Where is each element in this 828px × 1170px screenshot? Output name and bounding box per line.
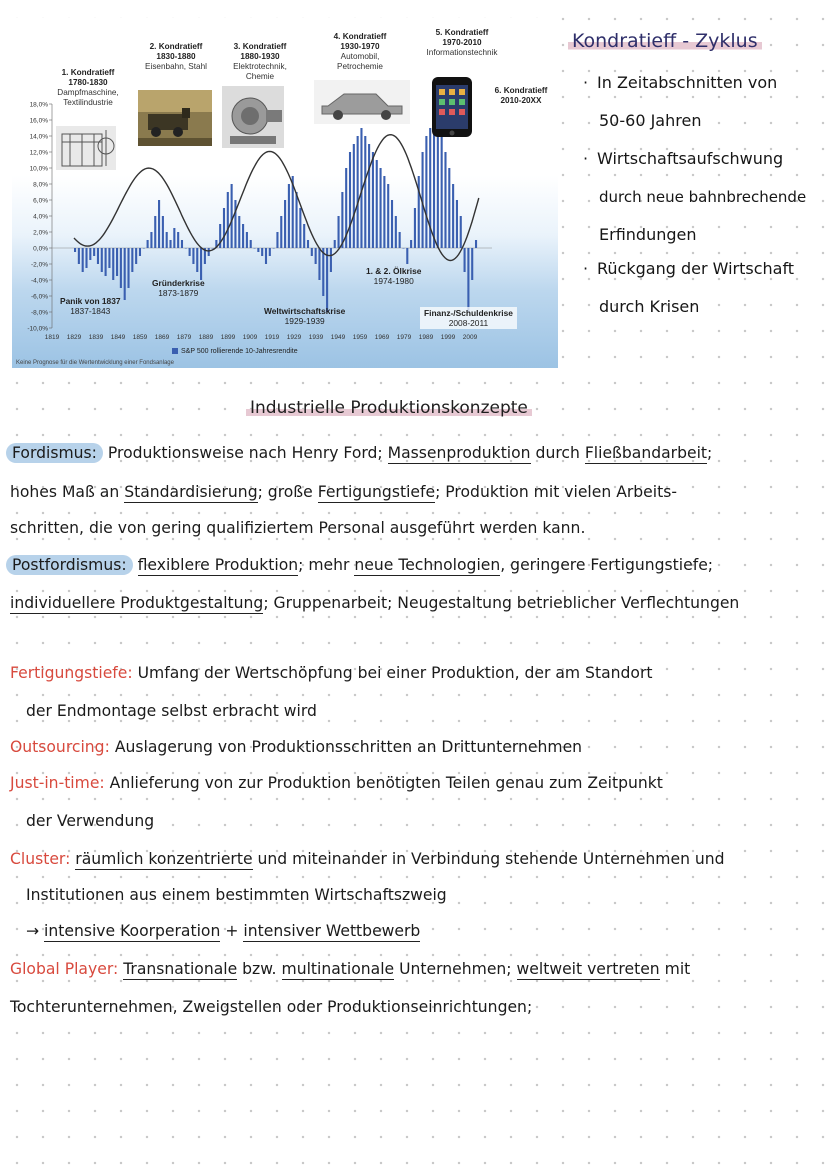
data-bar bbox=[223, 208, 225, 248]
kondratieff-years: 2010-20XX bbox=[500, 96, 542, 105]
text: , geringere Fertigungstiefe; bbox=[500, 556, 714, 574]
underlined-text: individuellere Produktgestaltung bbox=[10, 594, 264, 612]
kondratieff-title: 4. Kondratieff bbox=[333, 32, 387, 41]
kondratieff-years: 1830-1880 bbox=[156, 52, 196, 61]
text: + bbox=[225, 922, 239, 940]
bullet-line: durch neue bahnbrechende bbox=[599, 188, 807, 206]
global-player-line-1 bbox=[10, 960, 822, 978]
data-bar bbox=[227, 192, 229, 248]
data-bar bbox=[437, 124, 439, 248]
term-fertigungstiefe: Fertigungstiefe: bbox=[10, 664, 133, 682]
x-tick-label: 1939 bbox=[308, 334, 324, 341]
data-bar bbox=[387, 184, 389, 248]
text: und miteinander in Verbindung stehende Unternehmen und bbox=[257, 850, 725, 868]
data-bar bbox=[444, 152, 446, 248]
data-bar bbox=[112, 248, 114, 280]
x-tick-label: 1869 bbox=[154, 334, 170, 341]
x-tick-label: 1979 bbox=[396, 334, 412, 341]
data-bar bbox=[250, 240, 252, 248]
text: hohes Maß an bbox=[10, 483, 120, 501]
y-tick-label: 14,0% bbox=[29, 133, 48, 141]
crisis-title: Panik von 1837 bbox=[60, 296, 121, 306]
data-bar bbox=[406, 248, 408, 264]
y-tick-label: -6,0% bbox=[31, 293, 48, 301]
y-tick-label: 10,0% bbox=[29, 165, 48, 173]
data-bar bbox=[471, 248, 473, 280]
figure-footnote: Keine Prognose für die Wertentwicklung einer Fondsanlage bbox=[16, 360, 174, 366]
data-bar bbox=[200, 248, 202, 280]
data-bar bbox=[299, 208, 301, 248]
data-bar bbox=[330, 248, 332, 272]
underlined-text: flexiblere Produktion bbox=[137, 556, 299, 574]
bullet-dot: · bbox=[583, 73, 589, 92]
data-bar bbox=[93, 248, 95, 256]
text: bzw. bbox=[242, 960, 277, 978]
cluster-line-3 bbox=[10, 922, 828, 940]
data-bar bbox=[311, 248, 313, 256]
fordismus-line-1 bbox=[10, 444, 822, 462]
data-bar bbox=[303, 224, 305, 248]
text: ; Gruppenarbeit; Neugestaltung betrieblicher Verflechtungen bbox=[263, 594, 740, 612]
kondratieff-title: 5. Kondratieff bbox=[435, 28, 489, 37]
crisis-finanzkrise bbox=[420, 307, 517, 329]
text: Produktionsweise nach Henry Ford; bbox=[107, 444, 383, 462]
x-tick-label: 1879 bbox=[176, 334, 192, 341]
underlined-text: Fließbandarbeit bbox=[584, 444, 708, 462]
note-bullet-2 bbox=[583, 140, 806, 254]
note-bullet-3 bbox=[583, 250, 794, 326]
x-tick-label: 1889 bbox=[198, 334, 214, 341]
data-bar bbox=[74, 248, 76, 252]
x-tick-label: 1909 bbox=[242, 334, 258, 341]
y-tick-label: 0,0% bbox=[33, 245, 48, 253]
bullet-line: Wirtschaftsaufschwung bbox=[597, 149, 784, 168]
text: Umfang der Wertschöpfung bei einer Produktion, der am Standort bbox=[137, 664, 653, 682]
text: Unternehmen; bbox=[399, 960, 512, 978]
bullet-line: In Zeitabschnitten von bbox=[597, 73, 778, 92]
y-tick-label: 16,0% bbox=[29, 117, 48, 125]
kondratieff-years: 1970-2010 bbox=[442, 38, 482, 47]
data-bar bbox=[315, 248, 317, 264]
x-tick-label: 1929 bbox=[286, 334, 302, 341]
text: Auslagerung von Produktionsschritten an Drittunternehmen bbox=[114, 738, 583, 756]
outsourcing-line bbox=[10, 738, 822, 756]
data-bar bbox=[162, 216, 164, 248]
term-fordismus: Fordismus: bbox=[6, 443, 103, 463]
crisis-years: 1837-1843 bbox=[70, 306, 111, 316]
data-bar bbox=[280, 216, 282, 248]
data-bar bbox=[231, 184, 233, 248]
underlined-text: räumlich konzentrierte bbox=[75, 850, 253, 868]
data-bar bbox=[150, 232, 152, 248]
arrow-icon: → bbox=[26, 922, 40, 940]
kondratieff-2-label bbox=[134, 42, 218, 72]
bullet-line: Erfindungen bbox=[599, 225, 697, 244]
notes-title: Kondratieff - Zyklus bbox=[568, 30, 762, 52]
data-bar bbox=[242, 224, 244, 248]
x-tick-label: 1859 bbox=[132, 334, 148, 341]
data-bar bbox=[269, 248, 271, 256]
data-bar bbox=[97, 248, 99, 264]
data-bar bbox=[433, 120, 435, 248]
crisis-title: Finanz-/Schuldenkrise bbox=[424, 308, 513, 318]
underlined-text: multinationale bbox=[281, 960, 395, 978]
legend-label: S&P 500 rollierende 10-Jahresrendite bbox=[181, 348, 298, 355]
kondratieff-desc: Informationstechnik bbox=[426, 48, 498, 57]
term-outsourcing: Outsourcing: bbox=[10, 738, 110, 756]
global-player-line-2: Tochterunternehmen, Zweigstellen oder Produktionseinrichtungen; bbox=[10, 998, 533, 1016]
data-bar bbox=[82, 248, 84, 272]
data-bar bbox=[265, 248, 267, 264]
data-bar bbox=[441, 136, 443, 248]
section-title: Industrielle Produktionskonzepte bbox=[246, 398, 532, 418]
crisis-title: 1. & 2. Ölkrise bbox=[366, 266, 422, 276]
crisis-title: Weltwirtschaftskrise bbox=[264, 306, 346, 316]
text: mit bbox=[664, 960, 691, 978]
data-bar bbox=[78, 248, 80, 264]
data-bar bbox=[246, 232, 248, 248]
electric-motor-picture bbox=[222, 86, 284, 148]
legend-swatch bbox=[172, 348, 178, 354]
data-bar bbox=[414, 208, 416, 248]
crisis-years: 2008-2011 bbox=[448, 318, 489, 328]
kondratieff-desc: Eisenbahn, Stahl bbox=[145, 62, 207, 71]
x-tick-label: 1959 bbox=[352, 334, 368, 341]
term-global-player: Global Player: bbox=[10, 960, 119, 978]
kondratieff-years: 1930-1970 bbox=[340, 42, 380, 51]
x-tick-label: 1919 bbox=[264, 334, 280, 341]
y-tick-label: 8,0% bbox=[33, 181, 48, 189]
data-bar bbox=[464, 248, 466, 272]
text: durch bbox=[535, 444, 580, 462]
crisis-weltwirtschaftskrise bbox=[264, 306, 345, 326]
crisis-gruenderkrise bbox=[152, 278, 205, 298]
fordismus-line-3: schritten, die von gering qualifiziertem Personal ausgeführt werden kann. bbox=[10, 519, 586, 537]
data-bar bbox=[410, 240, 412, 248]
data-bar bbox=[253, 248, 255, 249]
data-bar bbox=[452, 184, 454, 248]
data-bar bbox=[353, 144, 355, 248]
x-tick-label: 1989 bbox=[418, 334, 434, 341]
jit-line-1 bbox=[10, 774, 822, 792]
y-tick-label: 12,0% bbox=[29, 149, 48, 157]
underlined-text: weltweit vertreten bbox=[516, 960, 660, 978]
text: ; mehr bbox=[298, 556, 350, 574]
data-bar bbox=[158, 200, 160, 248]
x-tick-label: 1969 bbox=[374, 334, 390, 341]
y-tick-label: 2,0% bbox=[33, 229, 48, 237]
cluster-line-2: Institutionen aus einem bestimmten Wirtschaftszweig bbox=[26, 886, 447, 904]
data-bar bbox=[124, 248, 126, 300]
kondratieff-years: 1880-1930 bbox=[240, 52, 280, 61]
data-bar bbox=[399, 232, 401, 248]
data-bar bbox=[211, 248, 213, 249]
kondratieff-desc: Automobil, Petrochemie bbox=[337, 52, 383, 71]
kondratieff-title: 6. Kondratieff bbox=[494, 86, 548, 95]
y-tick-label: -10,0% bbox=[27, 325, 48, 333]
y-tick-label: 4,0% bbox=[33, 213, 48, 221]
x-tick-label: 1849 bbox=[110, 334, 126, 341]
text: Anlieferung von zur Produktion benötigten Teilen genau zum Zeitpunkt bbox=[109, 774, 663, 792]
kondratieff-title: 1. Kondratieff bbox=[61, 68, 115, 77]
data-bar bbox=[127, 248, 129, 288]
crisis-panik-1837 bbox=[60, 296, 121, 316]
data-bar bbox=[372, 152, 374, 248]
data-bar bbox=[364, 136, 366, 248]
data-bar bbox=[143, 248, 145, 249]
data-bar bbox=[181, 240, 183, 248]
data-bar bbox=[380, 168, 382, 248]
bullet-line: Rückgang der Wirtschaft bbox=[597, 259, 795, 278]
data-bar bbox=[456, 200, 458, 248]
crisis-oelkrise bbox=[366, 266, 421, 286]
data-bar bbox=[173, 228, 175, 248]
term-postfordismus: Postfordismus: bbox=[6, 555, 133, 575]
data-bar bbox=[326, 248, 328, 312]
data-bar bbox=[391, 200, 393, 248]
bullet-dot: · bbox=[583, 259, 589, 278]
x-tick-label: 1949 bbox=[330, 334, 346, 341]
postfordismus-line-1 bbox=[10, 556, 822, 574]
data-bar bbox=[261, 248, 263, 256]
data-bar bbox=[154, 216, 156, 248]
data-bar bbox=[475, 240, 477, 248]
jit-line-2: der Verwendung bbox=[26, 812, 155, 830]
x-tick-label: 1839 bbox=[88, 334, 104, 341]
data-bar bbox=[234, 200, 236, 248]
x-tick-label: 2009 bbox=[462, 334, 478, 341]
data-bar bbox=[425, 136, 427, 248]
x-tick-label: 1999 bbox=[440, 334, 456, 341]
data-bar bbox=[295, 192, 297, 248]
data-bar bbox=[192, 248, 194, 264]
data-bar bbox=[273, 248, 275, 249]
data-bar bbox=[177, 232, 179, 248]
kondratieff-title: 2. Kondratieff bbox=[149, 42, 203, 51]
cluster-line-1 bbox=[10, 850, 822, 868]
smartphone-picture bbox=[426, 76, 478, 138]
data-bar bbox=[341, 192, 343, 248]
data-bar bbox=[105, 248, 107, 276]
data-bar bbox=[257, 248, 259, 252]
x-tick-label: 1819 bbox=[44, 334, 60, 341]
data-bar bbox=[166, 232, 168, 248]
underlined-text: intensiver Wettbewerb bbox=[243, 922, 421, 940]
data-bar bbox=[460, 216, 462, 248]
y-tick-label: 6,0% bbox=[33, 197, 48, 205]
note-bullet-1 bbox=[583, 64, 777, 140]
data-bar bbox=[189, 248, 191, 256]
data-bar bbox=[196, 248, 198, 272]
data-bar bbox=[85, 248, 87, 268]
kondratieff-desc: Elektrotechnik, Chemie bbox=[233, 62, 287, 81]
kondratieff-6-label bbox=[486, 86, 556, 106]
y-tick-label: -8,0% bbox=[31, 309, 48, 317]
data-bar bbox=[349, 152, 351, 248]
bullet-line: durch Krisen bbox=[599, 297, 700, 316]
data-bar bbox=[334, 240, 336, 248]
underlined-text: Fertigungstiefe bbox=[317, 483, 436, 501]
data-bar bbox=[135, 248, 137, 264]
kondratieff-figure bbox=[12, 18, 558, 368]
crisis-years: 1974-1980 bbox=[373, 276, 414, 286]
fertigungstiefe-line-1 bbox=[10, 664, 822, 682]
automobile-picture bbox=[314, 80, 410, 124]
data-bar bbox=[357, 136, 359, 248]
data-bar bbox=[383, 176, 385, 248]
text: ; bbox=[707, 444, 713, 462]
data-bar bbox=[307, 240, 309, 248]
x-tick-label: 1829 bbox=[66, 334, 82, 341]
postfordismus-line-2 bbox=[10, 594, 822, 612]
data-bar bbox=[402, 248, 404, 249]
underlined-text: Transnationale bbox=[123, 960, 238, 978]
fertigungstiefe-line-2: der Endmontage selbst erbracht wird bbox=[26, 702, 317, 720]
data-bar bbox=[284, 200, 286, 248]
underlined-text: neue Technologien bbox=[354, 556, 501, 574]
crisis-years: 1929-1939 bbox=[284, 316, 325, 326]
kondratieff-title: 3. Kondratieff bbox=[233, 42, 287, 51]
crisis-years: 1873-1879 bbox=[158, 288, 199, 298]
data-bar bbox=[467, 248, 469, 312]
underlined-text: Standardisierung bbox=[124, 483, 258, 501]
data-bar bbox=[238, 216, 240, 248]
data-bar bbox=[89, 248, 91, 260]
underlined-text: intensive Koorperation bbox=[44, 922, 221, 940]
kondratieff-desc: Dampfmaschine, Textilindustrie bbox=[57, 88, 119, 107]
data-bar bbox=[116, 248, 118, 276]
data-bar bbox=[169, 240, 171, 248]
bullet-line: 50-60 Jahren bbox=[599, 111, 702, 130]
data-bar bbox=[376, 160, 378, 248]
data-bar bbox=[368, 144, 370, 248]
text: ; große bbox=[257, 483, 313, 501]
bullet-dot: · bbox=[583, 149, 589, 168]
x-tick-label: 1899 bbox=[220, 334, 236, 341]
crisis-title: Gründerkrise bbox=[152, 278, 205, 288]
kondratieff-1-label bbox=[48, 68, 128, 108]
kondratieff-5-label bbox=[412, 28, 512, 58]
term-cluster: Cluster: bbox=[10, 850, 71, 868]
text: ; Produktion mit vielen Arbeits- bbox=[435, 483, 677, 501]
data-bar bbox=[318, 248, 320, 280]
data-bar bbox=[108, 248, 110, 268]
data-bar bbox=[185, 248, 187, 249]
kondratieff-3-label bbox=[220, 42, 300, 82]
y-tick-label: 18,0% bbox=[29, 101, 48, 109]
kondratieff-years: 1780-1830 bbox=[68, 78, 108, 87]
railway-picture bbox=[138, 90, 212, 146]
y-tick-label: -2,0% bbox=[31, 261, 48, 269]
data-bar bbox=[338, 216, 340, 248]
data-bar bbox=[208, 248, 210, 256]
data-bar bbox=[131, 248, 133, 272]
fordismus-line-2 bbox=[10, 483, 822, 501]
underlined-text: Massenproduktion bbox=[387, 444, 531, 462]
data-bar bbox=[101, 248, 103, 272]
kondratieff-4-label bbox=[318, 32, 402, 72]
data-bar bbox=[139, 248, 141, 256]
data-bar bbox=[120, 248, 122, 288]
data-bar bbox=[288, 184, 290, 248]
data-bar bbox=[147, 240, 149, 248]
data-bar bbox=[448, 168, 450, 248]
term-just-in-time: Just-in-time: bbox=[10, 774, 105, 792]
data-bar bbox=[322, 248, 324, 296]
steam-engine-picture bbox=[54, 120, 120, 172]
y-tick-label: -4,0% bbox=[31, 277, 48, 285]
chart-legend bbox=[172, 348, 298, 355]
data-bar bbox=[395, 216, 397, 248]
data-bar bbox=[276, 232, 278, 248]
